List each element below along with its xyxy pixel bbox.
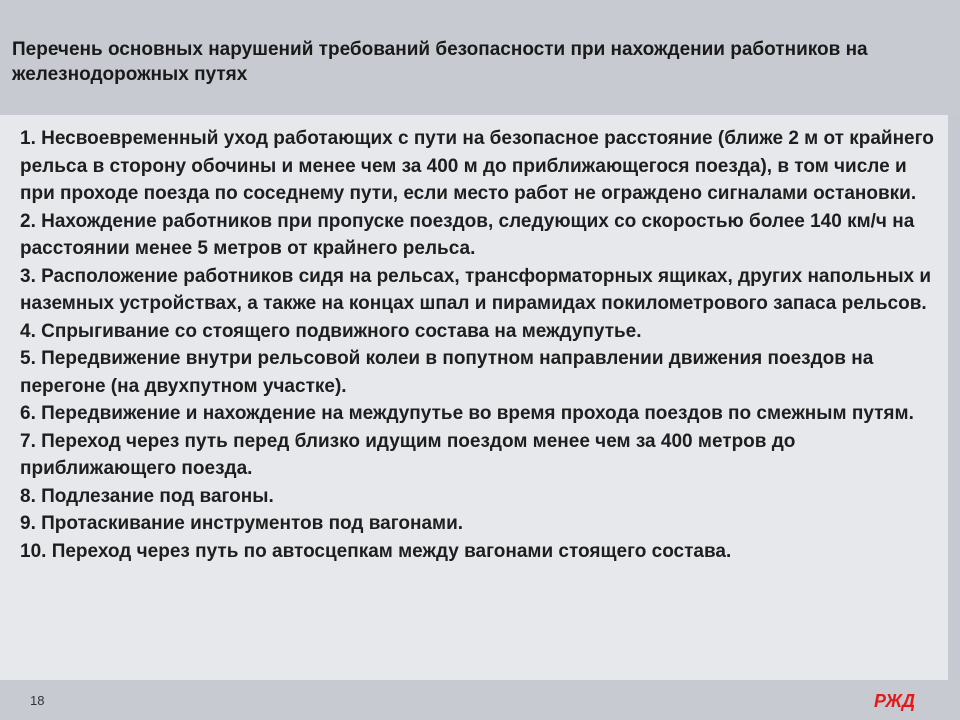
list-item: 10. Переход через путь по автосцепкам между вагонами стоящего состава. <box>20 540 732 562</box>
slide-title: Перечень основных нарушений требований безопасности при нахождении работников на железнодорожных путях <box>12 39 868 85</box>
list-item: 7. Переход через путь перед близко идущим поездом менее чем за 400 метров до приближающего поезда. <box>20 430 796 479</box>
list-item: 4. Спрыгивание со стоящего подвижного состава на междупутье. <box>20 320 642 342</box>
list-item: 3. Расположение работников сидя на рельсах, трансформаторных ящиках, других напольных и наземных устройствах, а также на концах шпал и пирамидах покилометрового запаса рельсов. <box>20 265 932 314</box>
rzd-logo-icon <box>872 689 924 711</box>
list-item: 5. Передвижение внутри рельсовой колеи в попутном направлении движения поездов на перегоне (на двухпутном участке). <box>20 348 874 397</box>
list-item: 2. Нахождение работников при пропуске поездов, следующих со скоростью более 140 км/ч на расстоянии менее 5 метров от крайнего рельса. <box>20 210 915 259</box>
slide-header <box>0 0 960 115</box>
violations-list <box>20 125 935 565</box>
list-item: 9. Протаскивание инструментов под вагонами. <box>20 513 464 534</box>
rzd-logo-text: РЖД <box>874 691 916 711</box>
page-number: 18 <box>30 693 45 708</box>
slide-footer <box>0 680 960 720</box>
side-rail <box>948 115 960 680</box>
list-item: 8. Подлезание под вагоны. <box>20 485 274 507</box>
list-item: 6. Передвижение и нахождение на междупутье во время прохода поездов по смежным путям. <box>20 403 914 424</box>
list-item: 1. Несвоевременный уход работающих с пути на безопасное расстояние (ближе 2 м от крайнего рельса в сторону обочины и менее чем за 400 м до приближающегося поезда), в том числе и при проходе поезда по соседнему пути, если место работ не ограждено сигналами остановки. <box>20 128 934 204</box>
slide-content <box>0 115 948 680</box>
